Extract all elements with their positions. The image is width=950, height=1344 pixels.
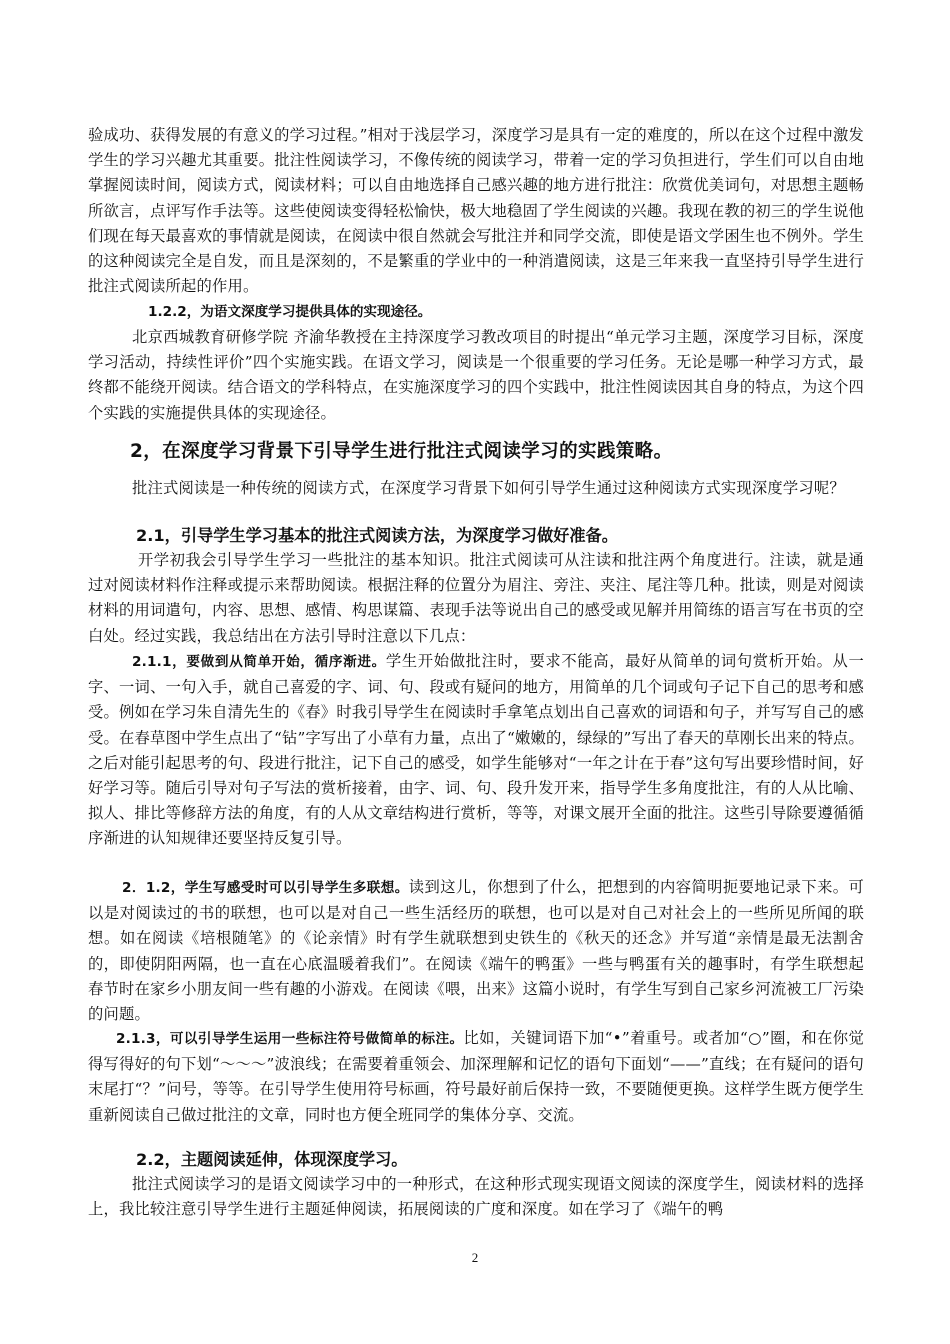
heading-2-2 — [136, 1147, 864, 1173]
heading-text: 2，在深度学习背景下引导学生进行批注式阅读学习的实践策略。 — [130, 441, 673, 462]
paragraph-text: 批注式阅读学习的是语文阅读学习中的一种形式，在这种形式现实现语文阅读的深度学生，阅读材料的选择上，我比较注意引导学生进行主题延伸阅读，拓展阅读的广度和深度。如在学习了《端午的鸭 — [88, 1175, 864, 1219]
heading-2-1-2: 2．1.2，学生写感受时可以引导学生多联想。 — [122, 880, 409, 896]
paragraph-text: 验成功、获得发展的有意义的学习过程。”相对于浅层学习，深度学习是具有一定的难度的，所以在这个过程中激发学生的学习兴趣尤其重要。批注性阅读学习，不像传统的阅读学习，带着一定的学习负担进行，学生们可以自由地掌握阅读时间，阅读方式，阅读材料；可以自由地选择自己感兴趣的地方进行批注：欣赏优美词句，对思想主题畅所欲言，点评写作手法等。这些使阅读变得轻松愉快，极大地稳固了学生阅读的兴趣。我现在教的初三的学生说他们现在每天最喜欢的事情就是阅读，在阅读中很自然就会写批注并和同学交流，即使是语文学困生也不例外。学生的这种阅读完全是自发，而且是深刻的，不是繁重的学业中的一种消遣阅读，这是三年来我一直坚持引导学生进行批注式阅读所起的作用。 — [88, 126, 864, 296]
page-number: 2 — [471, 1250, 479, 1265]
heading-2-1-3: 2.1.3，可以引导学生运用一些标注符号做简单的标注。 — [116, 1031, 464, 1047]
paragraph-intro — [88, 123, 864, 299]
heading-text: 2.2，主题阅读延伸，体现深度学习。 — [136, 1150, 408, 1169]
paragraph-text: 比如，关键词语下加“•”着重号。或者加“○”圈，和在你觉得写得好的句下划“～～～”波浪线；在需要着重领会、加深理解和记忆的语句下面划“——”直线；在有疑问的语句末尾打“？”问号，等等。在引导学生使用符号标画，符号最好前后保持一致，不要随便更换。这样学生既方便学生重新阅读自己做过批注的文章，同时也方便全班同学的集体分享、交流。 — [88, 1029, 864, 1124]
paragraph-1-2-2 — [88, 325, 864, 426]
heading-1-2-2 — [148, 300, 864, 325]
heading-text: 1.2.2，为语文深度学习提供具体的实现途径。 — [148, 304, 432, 320]
paragraph-2-1-3 — [88, 1026, 864, 1128]
paragraph-2-1 — [88, 548, 864, 649]
paragraph-text: 批注式阅读是一种传统的阅读方式，在深度学习背景下如何引导学生通过这种阅读方式实现深度学习呢？ — [132, 479, 845, 497]
heading-2-1 — [136, 523, 864, 549]
paragraph-2-1-2 — [88, 875, 864, 1027]
paragraph-text: 读到这儿，你想到了什么，把想到的内容简明扼要地记录下来。可以是对阅读过的书的联想，也可以是对自己一些生活经历的联想，也可以是对自己对社会上的一些所见所闻的联想。如在阅读《培根随笔》的《论亲情》时有学生就联想到史铁生的《秋天的还念》并写道“亲情是最无法割舍的，即使阴阳两隔，也一直在心底温暖着我们”。在阅读《端午的鸭蛋》一些与鸭蛋有关的趣事时，有学生联想起春节时在家乡小朋友间一些有趣的小游戏。在阅读《喂，出来》这篇小说时，有学生写到自己家乡河流被工厂污染的问题。 — [88, 878, 864, 1024]
paragraph-2-1-1 — [88, 649, 864, 852]
heading-2-1-1: 2.1.1，要做到从简单开始，循序渐进。 — [132, 654, 386, 670]
paragraph-text: 开学初我会引导学生学习一些批注的基本知识。批注式阅读可从注读和批注两个角度进行。注读，就是通过对阅读材料作注释或提示来帮助阅读。根据注释的位置分为眉注、旁注、夹注、尾注等几种。批读，则是对阅读材料的用词遣句，内容、思想、感情、构思谋篇、表现手法等说出自己的感受或见解并用简练的语言写在书页的空白处。经过实践，我总结出在方法引导时注意以下几点： — [88, 551, 864, 645]
paragraph-text: 学生开始做批注时，要求不能高，最好从简单的词句赏析开始。从一字、一词、一句入手，就自己喜爱的字、词、句、段或有疑问的地方，用简单的几个词或句子记下自己的思考和感受。例如在学习朱自清先生的《春》时我引导学生在阅读时手拿笔点划出自己喜欢的词语和句子，并写写自己的感受。在春草图中学生点出了“钻”字写出了小草有力量，点出了“嫩嫩的，绿绿的”写出了春天的草刚长出来的特点。之后对能引起思考的句、段进行批注，记下自己的感受，如学生能够对“一年之计在于春”这句写出要珍惜时间，好好学习等。随后引导对句子写法的赏析接着，由字、词、句、段升发开来，指导学生多角度批注，有的人从比喻、拟人、排比等修辞方法的角度，有的人从文章结构进行赏析，等等，对课文展开全面的批注。这些引导除要遵循循序渐进的认知规律还要坚持反复引导。 — [88, 652, 864, 848]
paragraph-2 — [88, 476, 864, 501]
heading-text: 2.1，引导学生学习基本的批注式阅读方法，为深度学习做好准备。 — [136, 526, 618, 545]
paragraph-2-2 — [88, 1172, 864, 1222]
section-heading-2 — [130, 438, 870, 466]
paragraph-text: 北京西城教育研修学院 齐渝华教授在主持深度学习教改项目的时提出“单元学习主题，深度学习目标，深度学习活动，持续性评价”四个实施实践。在语文学习，阅读是一个很重要的学习任务。无论是哪一种学习方式，最终都不能绕开阅读。结合语文的学科特点，在实施深度学习的四个实践中，批注性阅读因其自身的特点，为这个四个实践的实施提供具体的实现途径。 — [88, 328, 864, 422]
